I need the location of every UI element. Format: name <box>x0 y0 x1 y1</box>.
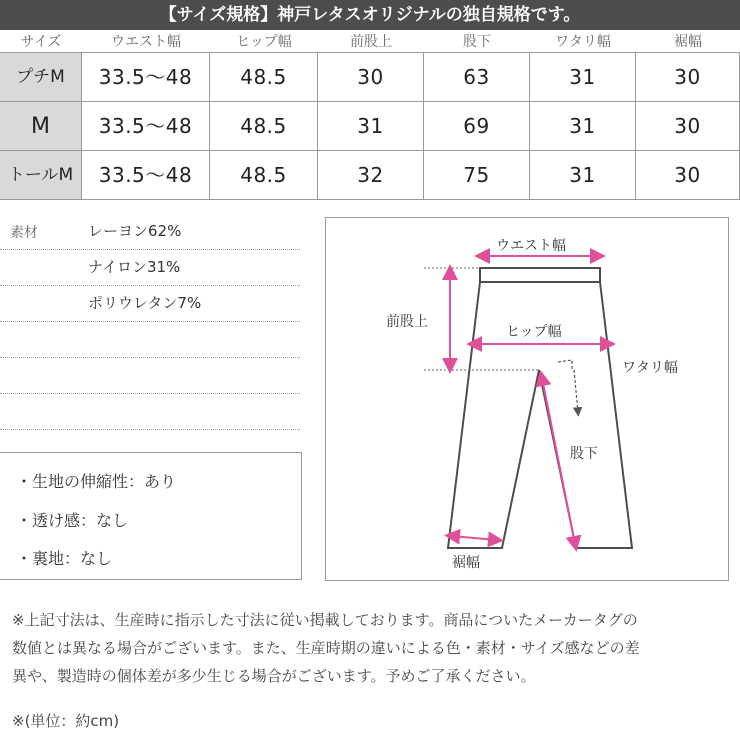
disclaimer-line: ※上記寸法は、生産時に指示した寸法に従い掲載しております。商品についたメーカータグの <box>12 611 638 629</box>
table-cell: 63 <box>424 53 530 102</box>
table-cell: 33.5〜48 <box>82 102 210 151</box>
disclaimer-line: 異や、製造時の個体差が多少生じる場合がございます。予めご了承ください。 <box>12 667 536 685</box>
material-row-empty <box>0 357 300 394</box>
material-item: レーヨン62% <box>88 222 182 240</box>
col-header-rise: 前股上 <box>350 34 392 50</box>
disclaimer-line: 数値とは異なる場合がございます。また、生産時期の違いによる色・素材・サイズ感などの差 <box>12 639 640 657</box>
lining-property: ・裏地：なし <box>16 549 113 568</box>
table-cell: 31 <box>530 102 636 151</box>
fabric-properties-box <box>0 452 302 580</box>
table-cell: 30 <box>636 151 740 200</box>
size-label: トールM <box>0 151 82 200</box>
table-cell: 31 <box>530 151 636 200</box>
waist-label: ウエスト幅 <box>496 238 566 254</box>
col-header-size: サイズ <box>20 34 62 50</box>
material-row <box>0 285 300 322</box>
col-header-inseam: 股下 <box>463 34 491 50</box>
table-cell: 30 <box>636 53 740 102</box>
table-cell: 30 <box>318 53 424 102</box>
table-cell: 48.5 <box>210 151 318 200</box>
sheerness-property: ・透け感：なし <box>16 511 129 530</box>
hip-label: ヒップ幅 <box>506 324 562 340</box>
thigh-label: ワタリ幅 <box>622 360 678 376</box>
material-item: ポリウレタン7% <box>88 294 202 312</box>
table-cell: 30 <box>636 102 740 151</box>
table-cell: 69 <box>424 102 530 151</box>
table-cell: 31 <box>530 53 636 102</box>
rise-label: 前股上 <box>386 314 428 330</box>
col-header-hem: 裾幅 <box>674 34 702 50</box>
table-cell: 48.5 <box>210 102 318 151</box>
stretch-property: ・生地の伸縮性：あり <box>16 472 177 491</box>
pants-outline <box>448 268 632 548</box>
table-cell: 33.5〜48 <box>82 53 210 102</box>
pants-diagram <box>326 218 730 582</box>
col-header-thigh: ワタリ幅 <box>555 34 611 50</box>
hem-arrow <box>452 536 496 540</box>
material-item: ナイロン31% <box>88 258 181 276</box>
measurement-diagram <box>325 217 729 581</box>
col-header-hip: ヒップ幅 <box>236 34 292 50</box>
material-label: 素材 <box>10 225 38 241</box>
col-header-waist: ウエスト幅 <box>111 34 181 50</box>
table-cell: 75 <box>424 151 530 200</box>
size-spec-header: 【サイズ規格】神戸レタスオリジナルの独自規格です。 <box>0 0 740 30</box>
table-cell: 32 <box>318 151 424 200</box>
size-label: M <box>0 102 82 151</box>
table-cell: 31 <box>318 102 424 151</box>
table-cell: 48.5 <box>210 53 318 102</box>
material-row-empty <box>0 321 300 358</box>
thigh-dotted-bracket <box>558 360 578 412</box>
hem-label: 裾幅 <box>452 555 480 571</box>
material-row <box>0 249 300 286</box>
size-table <box>0 52 740 201</box>
unit-note: ※(単位：約cm) <box>12 712 120 730</box>
table-cell: 33.5〜48 <box>82 151 210 200</box>
material-row <box>0 213 300 250</box>
material-row-empty <box>0 393 300 430</box>
inseam-label: 股下 <box>570 446 598 462</box>
size-label: プチM <box>0 53 82 102</box>
